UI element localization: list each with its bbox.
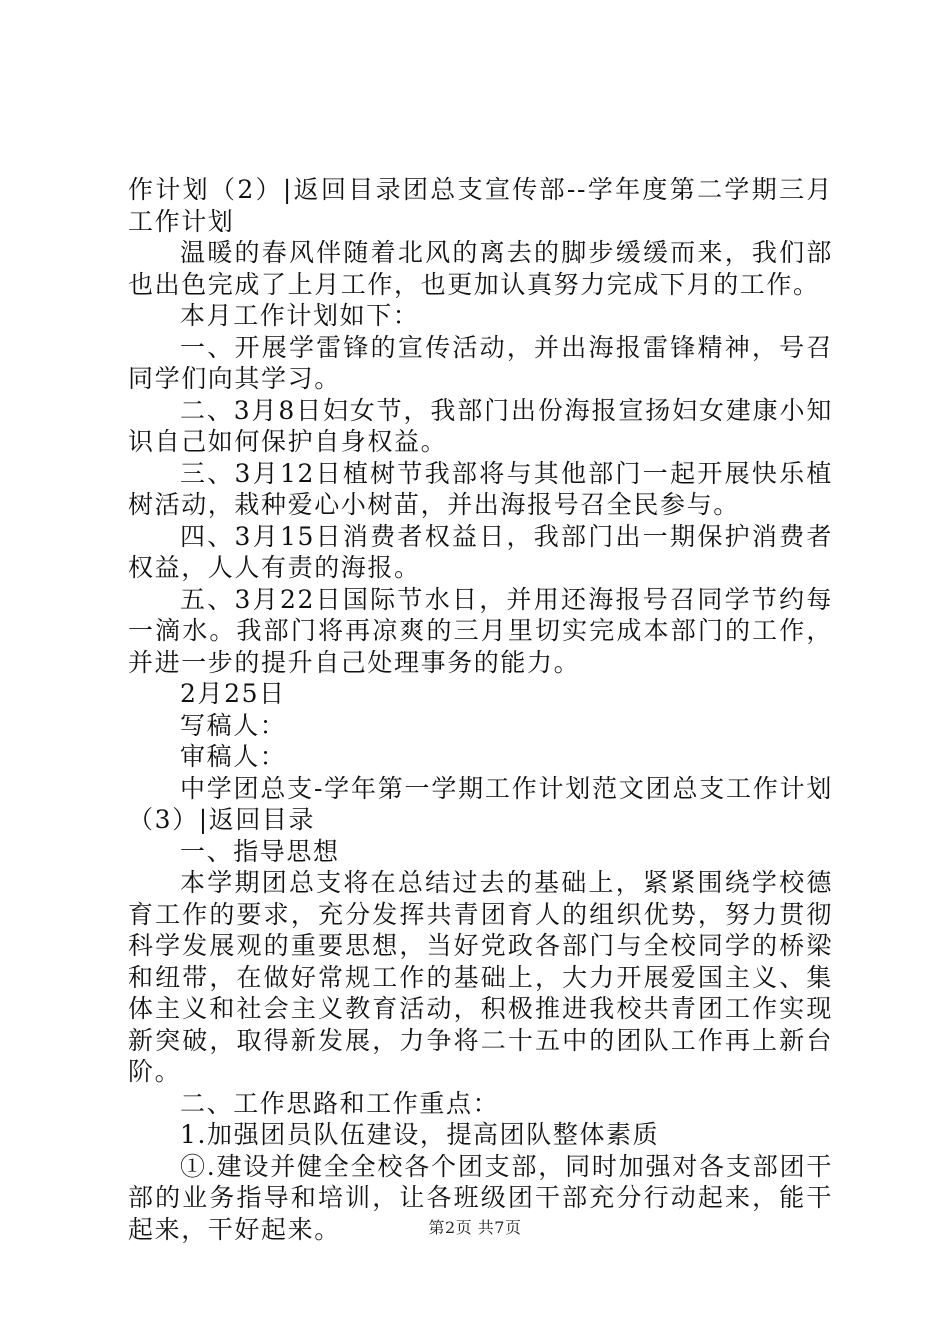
paragraph: 三、3月12日植树节我部将与其他部门一起开展快乐植树活动，栽种爱心小树苗，并出海报号召全民参与。 [128, 458, 833, 519]
paragraph: 四、3月15日消费者权益日，我部门出一期保护消费者权益，人人有责的海报。 [128, 521, 833, 582]
paragraph: ①.建设并健全全校各个团支部，同时加强对各支部团干部的业务指导和培训，让各班级团干部充分行动起来，能干起来，干好起来。 [128, 1151, 833, 1244]
document-body [128, 174, 833, 1245]
page-footer: 第2页 共7页 [428, 1218, 522, 1237]
paragraph: 一、指导思想 [180, 836, 340, 866]
paragraph: 五、3月22日国际节水日，并用还海报号召同学节约每一滴水。我部门将再凉爽的三月里切实完成本部门的工作，并进一步的提升自己处理事务的能力。 [128, 584, 833, 677]
paragraph: 写稿人： [180, 710, 287, 740]
paragraph: 1.加强团员队伍建设，提高团队整体素质 [180, 1120, 660, 1149]
paragraph: 二、3月8日妇女节，我部门出份海报宣扬妇女建康小知识自己如何保护自身权益。 [128, 395, 833, 456]
paragraph: 作计划（2）|返回目录团总支宣传部--学年度第二学期三月工作计划 [128, 175, 833, 236]
paragraph: 审稿人： [180, 742, 287, 771]
paragraph: 二、工作思路和工作重点： [180, 1088, 500, 1118]
paragraph: 一、开展学雷锋的宣传活动，并出海报雷锋精神，号召同学们向其学习。 [128, 332, 833, 393]
paragraph: 本学期团总支将在总结过去的基础上，紧紧围绕学校德育工作的要求，充分发挥共青团育人的组织优势，努力贯彻科学发展观的重要思想，当好党政各部门与全校同学的桥梁和纽带，在做好常规工作的基础上，大力开展爱国主义、集体主义和社会主义教育活动，积极推进我校共青团工作实现新突破，取得新发展，力争将二十五中的团队工作再上新台阶。 [128, 868, 833, 1086]
paragraph: 本月工作计划如下： [180, 301, 420, 330]
paragraph: 2月25日 [180, 679, 286, 708]
paragraph: 温暖的春风伴随着北风的离去的脚步缓缓而来，我们部也出色完成了上月工作，也更加认真努力完成下月的工作。 [128, 238, 833, 299]
paragraph: 中学团总支-学年第一学期工作计划范文团总支工作计划（3）|返回目录 [128, 773, 833, 834]
